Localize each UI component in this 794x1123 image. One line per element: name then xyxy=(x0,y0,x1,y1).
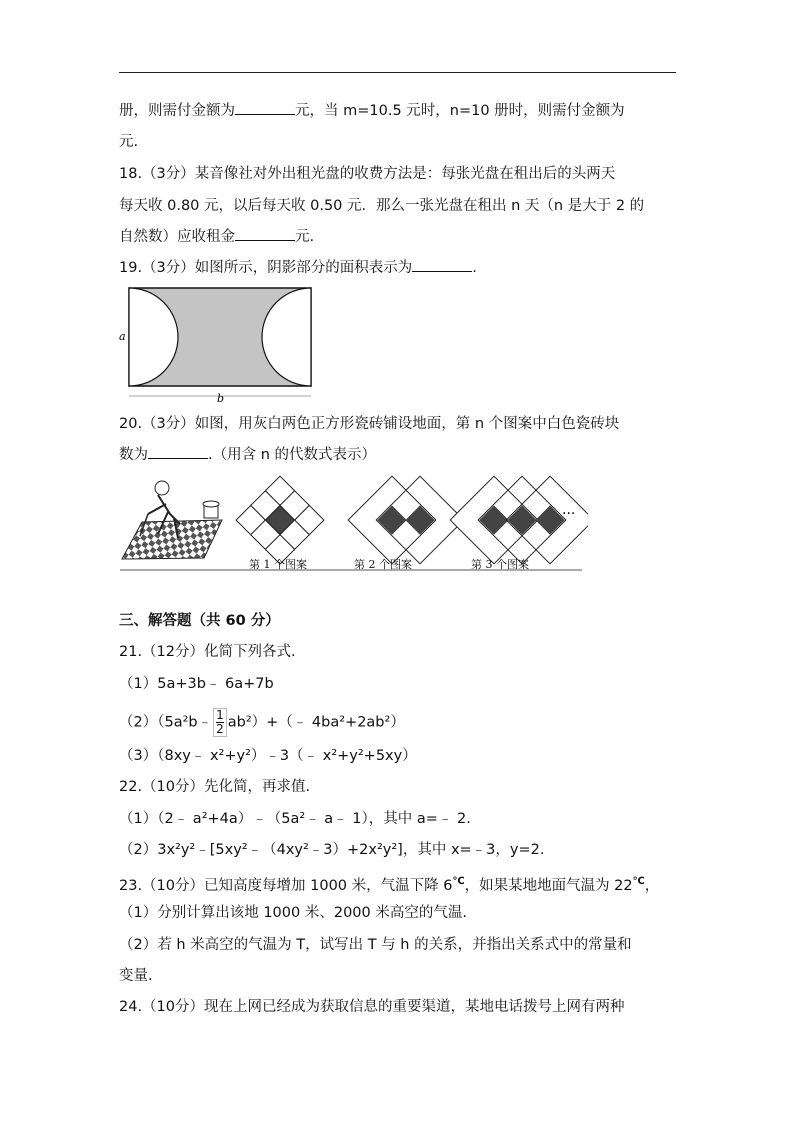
q22-part2: （2）3x²y²﹣[5xy²﹣（4xy²﹣3）+2x²y²]，其中 x=﹣3，y=2. xyxy=(119,842,545,858)
figure-19-shaded-rectangle xyxy=(115,286,320,404)
caption-pattern-3: 第 3 个图案 xyxy=(471,558,529,571)
section-3-heading: 三、解答题（共 60 分） xyxy=(119,613,280,629)
q21-title: 21.（12分）化简下列各式. xyxy=(119,644,296,660)
q21-part1: （1）5a+3b﹣ 6a+7b xyxy=(119,676,274,692)
caption-pattern-2: 第 2 个图案 xyxy=(354,558,412,571)
q22-part1: （1）（2﹣ a²+4a）﹣（5a²﹣ a﹣ 1），其中 a=﹣ 2. xyxy=(119,811,471,827)
fraction-one-half: $\frac{1}{2}$ xyxy=(213,708,227,737)
more-dots: ··· xyxy=(562,506,576,522)
q18-line2: 每天收 0.80 元，以后每天收 0.50 元．那么一张光盘在租出 n 天（n 是大于 2 的 xyxy=(119,198,645,214)
q23-part2: （2）若 h 米高空的气温为 T，试写出 T 与 h 的关系，并指出关系式中的常量和 xyxy=(119,937,632,953)
q20-line2: 数为 .（用含 n 的代数式表示） xyxy=(119,444,376,466)
q18-line3: 自然数）应收租金 元. xyxy=(119,226,314,248)
label-b: b xyxy=(217,392,225,404)
answer-blank[interactable] xyxy=(235,100,295,115)
q24-title: 24.（10分）现在上网已经成为获取信息的重要渠道，某地电话拨号上网有两种 xyxy=(119,999,625,1015)
line-q17-cont: 册，则需付金额为 元，当 m=10.5 元时，n=10 册时，则需付金额为 xyxy=(119,100,625,122)
q22-title: 22.（10分）先化简，再求值. xyxy=(119,779,311,795)
pattern-1 xyxy=(236,476,324,564)
answer-blank[interactable] xyxy=(412,257,472,272)
caption-pattern-1: 第 1 个图案 xyxy=(249,558,307,571)
q21-part2: （2）（5a²b﹣ $\frac{1}{2}$ ab²）+（﹣ 4ba²+2ab²） xyxy=(119,708,405,736)
worker-illustration xyxy=(122,481,222,559)
q18-line1: 18.（3分）某音像社对外出租光盘的收费方法是：每张光盘在租出后的头两天 xyxy=(119,166,616,182)
answer-blank[interactable] xyxy=(148,444,208,459)
q23-part2-cont: 变量. xyxy=(119,968,153,984)
answer-blank[interactable] xyxy=(235,226,295,241)
header-rule xyxy=(119,72,676,73)
q23-part1: （1）分别计算出该地 1000 米、2000 米高空的气温. xyxy=(119,905,467,921)
q19-line: 19.（3分）如图所示，阴影部分的面积表示为 . xyxy=(119,257,477,279)
label-a: a xyxy=(119,330,126,343)
line-q17-end: 元. xyxy=(119,134,139,150)
q23-title: 23.（10分）已知高度每增加 1000 米，气温下降 6℃，如果某地地面气温为 22℃， xyxy=(119,876,660,894)
q20-line1: 20.（3分）如图，用灰白两色正方形瓷砖铺设地面，第 n 个图案中白色瓷砖块 xyxy=(119,416,620,432)
q21-part3: （3）（8xy﹣ x²+y²）﹣3（﹣ x²+y²+5xy） xyxy=(119,748,417,764)
pattern-2 xyxy=(348,476,464,564)
